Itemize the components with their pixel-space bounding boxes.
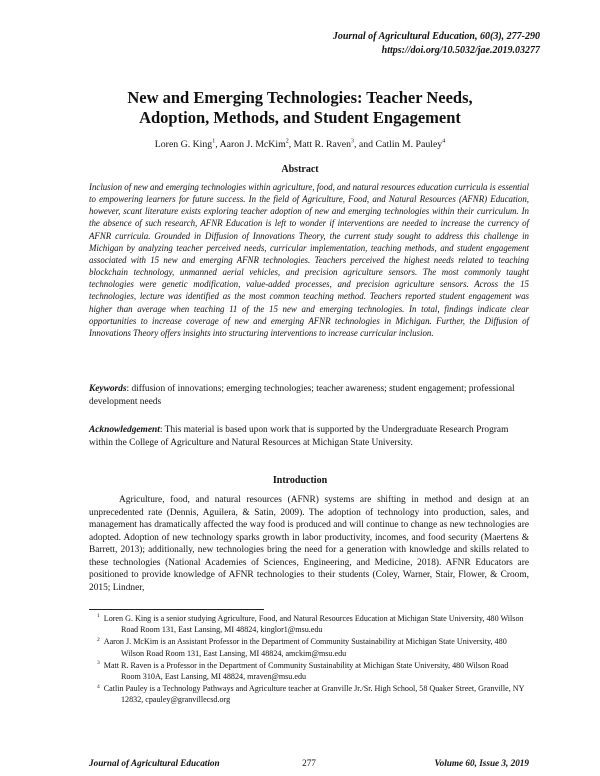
keywords-paragraph [89,383,529,408]
acknowledgement-text: : This material is based upon work that is supported by the Undergraduate Research Program within the College of Agriculture and Natural Resources at Michigan State University. [89,425,509,448]
acknowledgement-paragraph [89,424,529,449]
footnote-text: Catlin Pauley is a Technology Pathways and Agriculture teacher at Granville Jr./Sr. High School, 58 Quaker Street, Granville, NY 12832, cpauley@granvillecsd.org [103,684,525,705]
author-list [40,138,560,152]
footnote-mark: 2 [97,636,100,643]
footnote [89,660,529,682]
footnote [89,613,529,635]
footer-volume-issue: Volume 60, Issue 3, 2019 [434,758,529,768]
abstract-heading: Abstract [281,164,319,175]
keywords-label: Keywords [89,384,127,394]
footnote [89,636,529,658]
introduction-text: Agriculture, food, and natural resources (AFNR) systems are shifting in method and design at an unprecedented rate (Dennis, Aguilera, & Satin, 2009). The adoption of technology into production, sales, and management has dramatically affected the way food is produced and will continue to change as new technologies are adopted. Adoption of new technology sparks growth in labor productivity, incomes, and food security (Maertens & Barrett, 2013); additionally, new technologies bring the need for a generation with knowledge and skills related to these technologies (National Academies of Sciences, Engineering, and Medicine, 2018). AFNR Educators are positioned to provide knowledge of AFNR technologies to their students (Coley, Warner, Stair, Flower, & Croom, 2015; Lindner, [89,495,529,593]
acknowledgement-label: Acknowledgement [89,425,160,435]
footnote-mark: 1 [97,613,100,620]
author-separator: , [288,139,294,150]
journal-citation: Journal of Agricultural Education, 60(3), 277-290 [332,31,540,42]
author-name: Loren G. King [154,139,213,150]
abstract-text: Inclusion of new and emerging technologies within agriculture, food, and natural resources education curricula is essential to empowering learners for future success. In the field of Agriculture, Food, and Natural Resources (AFNR) Education, however, scant literature exists exploring teacher adoption of new and emerging technologies within their curriculum. In the absence of such research, AFNR Education is left to wonder if interventions are needed to increase the currency of AFNR curricula. Grounded in Diffusion of Innovations Theory, the current study sought to address this challenge in Michigan by analyzing teacher perceived needs, curricular implementation, teaching methods, and student engagement associated with 15 new and emerging AFNR technologies. Teachers perceived the highest needs related to teaching blockchain technology, unmanned aerial vehicles, and precision agriculture sensors. The most commonly taught technologies were genetic modification, value-added processes, and precision agriculture sensors. Across the 15 technologies, lecture was identified as the most common teaching method. Teachers reported student engagement was higher than average when teaching 11 of the 15 new and emerging technologies. In total, findings indicate clear opportunities to increase coverage of new and emerging AFNR technologies in Michigan. Further, the Diffusion of Innovations Theory offers insights into structuring interventions to increase curricular inclusion. [89,182,529,338]
author-affiliation-mark: 2 [285,138,289,145]
footnote-mark: 4 [97,683,100,690]
footnote-mark: 3 [97,660,100,667]
author-affiliation-mark: 3 [351,138,355,145]
footnote-divider [89,609,264,610]
footnote-text: Aaron J. McKim is an Assistant Professor in the Department of Community Sustainability at Michigan State University, 480 Wilson Road Room 131, East Lansing, MI 48824, amckim@msu.edu [103,637,507,658]
keywords-text: : diffusion of innovations; emerging technologies; teacher awareness; student engagement; professional development needs [89,384,515,407]
footer-journal-name: Journal of Agricultural Education [89,758,220,768]
author-separator: , [215,139,220,150]
paper-title [95,88,505,128]
footnotes [89,613,529,707]
journal-header [333,30,540,58]
footer-page-number: 277 [302,758,316,768]
footnote-text: Loren G. King is a senior studying Agriculture, Food, and Natural Resources Education at Michigan State University, 480 Wilson Road Room 131, East Lansing, MI 48824, kinglor1@msu.edu [103,614,524,635]
footnote [89,683,529,705]
page-footer [89,758,529,770]
author-name: Aaron J. McKim [219,139,286,150]
footnote-text: Matt R. Raven is a Professor in the Department of Community Sustainability at Michigan State University, 480 Wilson Road Room 310A, East Lansing, MI 48824, mraven@msu.edu [103,660,509,682]
introduction-heading: Introduction [272,475,328,486]
title-line-2: Adoption, Methods, and Student Engagement [139,108,461,127]
author-affiliation-mark: 4 [442,138,446,145]
author-name: Catlin M. Pauley [375,139,443,150]
doi-link[interactable]: https://doi.org/10.5032/jae.2019.03277 [381,45,540,56]
author-separator: , and [354,139,376,150]
author-name: Matt R. Raven [293,139,352,150]
title-line-1: New and Emerging Technologies: Teacher Needs, [127,88,473,107]
author-affiliation-mark: 1 [212,138,216,145]
